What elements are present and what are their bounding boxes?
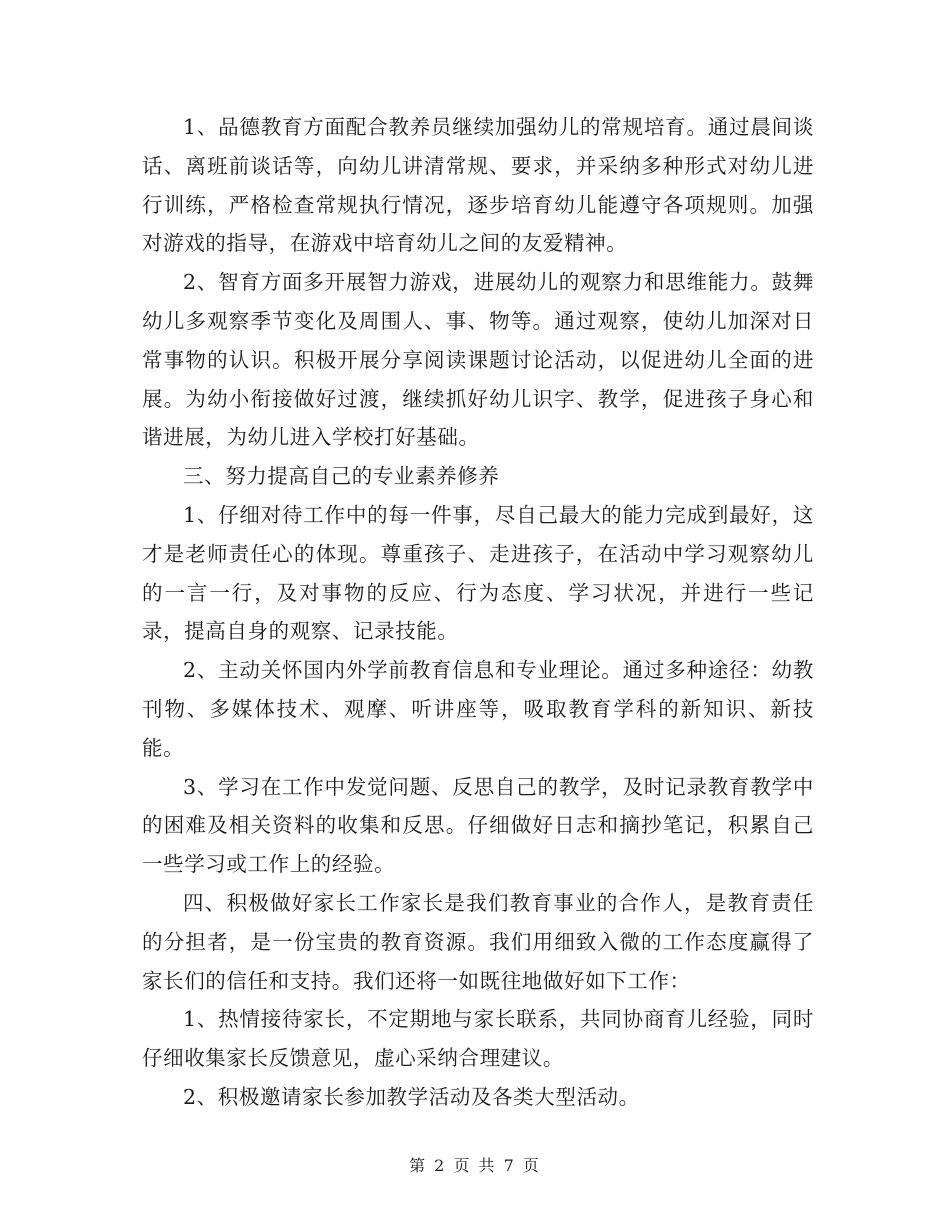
paragraph-preschool-theory: 2、主动关怀国内外学前教育信息和专业理论。通过多种途径：幼教刊物、多媒体技术、观摩、听讲座等，吸取教育学科的新知识、新技能。 bbox=[142, 658, 814, 760]
paragraph-work-attitude: 1、仔细对待工作中的每一件事，尽自己最大的能力完成到最好，这才是老师责任心的体现。尊重孩子、走进孩子，在活动中学习观察幼儿的一言一行，及对事物的反应、行为态度、学习状况，并进行一些记录，提高自身的观察、记录技能。 bbox=[142, 502, 814, 644]
paragraph-moral-education: 1、品德教育方面配合教养员继续加强幼儿的常规培育。通过晨间谈话、离班前谈话等，向幼儿讲清常规、要求，并采纳多种形式对幼儿进行训练，严格检查常规执行情况，逐步培育幼儿能遵守各项规则。加强对游戏的指导，在游戏中培育幼儿之间的友爱精神。 bbox=[142, 115, 814, 256]
document-body bbox=[142, 108, 814, 1117]
section-heading-parent-work: 四、积极做好家长工作家长是我们教育事业的合作人，是教育责任的分担者，是一份宝贵的教育资源。我们用细致入微的工作态度赢得了家长们的信任和支持。我们还将一如既往地做好如下工作： bbox=[142, 890, 814, 993]
section-heading-professional-quality: 三、努力提高自己的专业素养修养 bbox=[183, 464, 500, 489]
paragraph-invite-parents: 2、积极邀请家长参加教学活动及各类大型活动。 bbox=[183, 1084, 640, 1109]
paragraph-receive-parents: 1、热情接待家长，不定期地与家长联系，共同协商育儿经验，同时仔细收集家长反馈意见，虚心采纳合理建议。 bbox=[142, 1007, 814, 1071]
paragraph-reflection: 3、学习在工作中发觉问题、反思自己的教学，及时记录教育教学中的困难及相关资料的收集和反思。仔细做好日志和摘抄笔记，积累自己一些学习或工作上的经验。 bbox=[142, 774, 814, 877]
paragraph-intellectual-education: 2、智育方面多开展智力游戏，进展幼儿的观察力和思维能力。鼓舞幼儿多观察季节变化及周围人、事、物等。通过观察，使幼儿加深对日常事物的认识。积极开展分享阅读课题讨论活动，以促进幼儿全面的进展。为幼小衔接做好过渡，继续抓好幼儿识字、教学，促进孩子身心和谐进展，为幼儿进入学校打好基础。 bbox=[142, 270, 814, 450]
page-number-footer: 第 2 页 共 7 页 bbox=[409, 1156, 541, 1175]
